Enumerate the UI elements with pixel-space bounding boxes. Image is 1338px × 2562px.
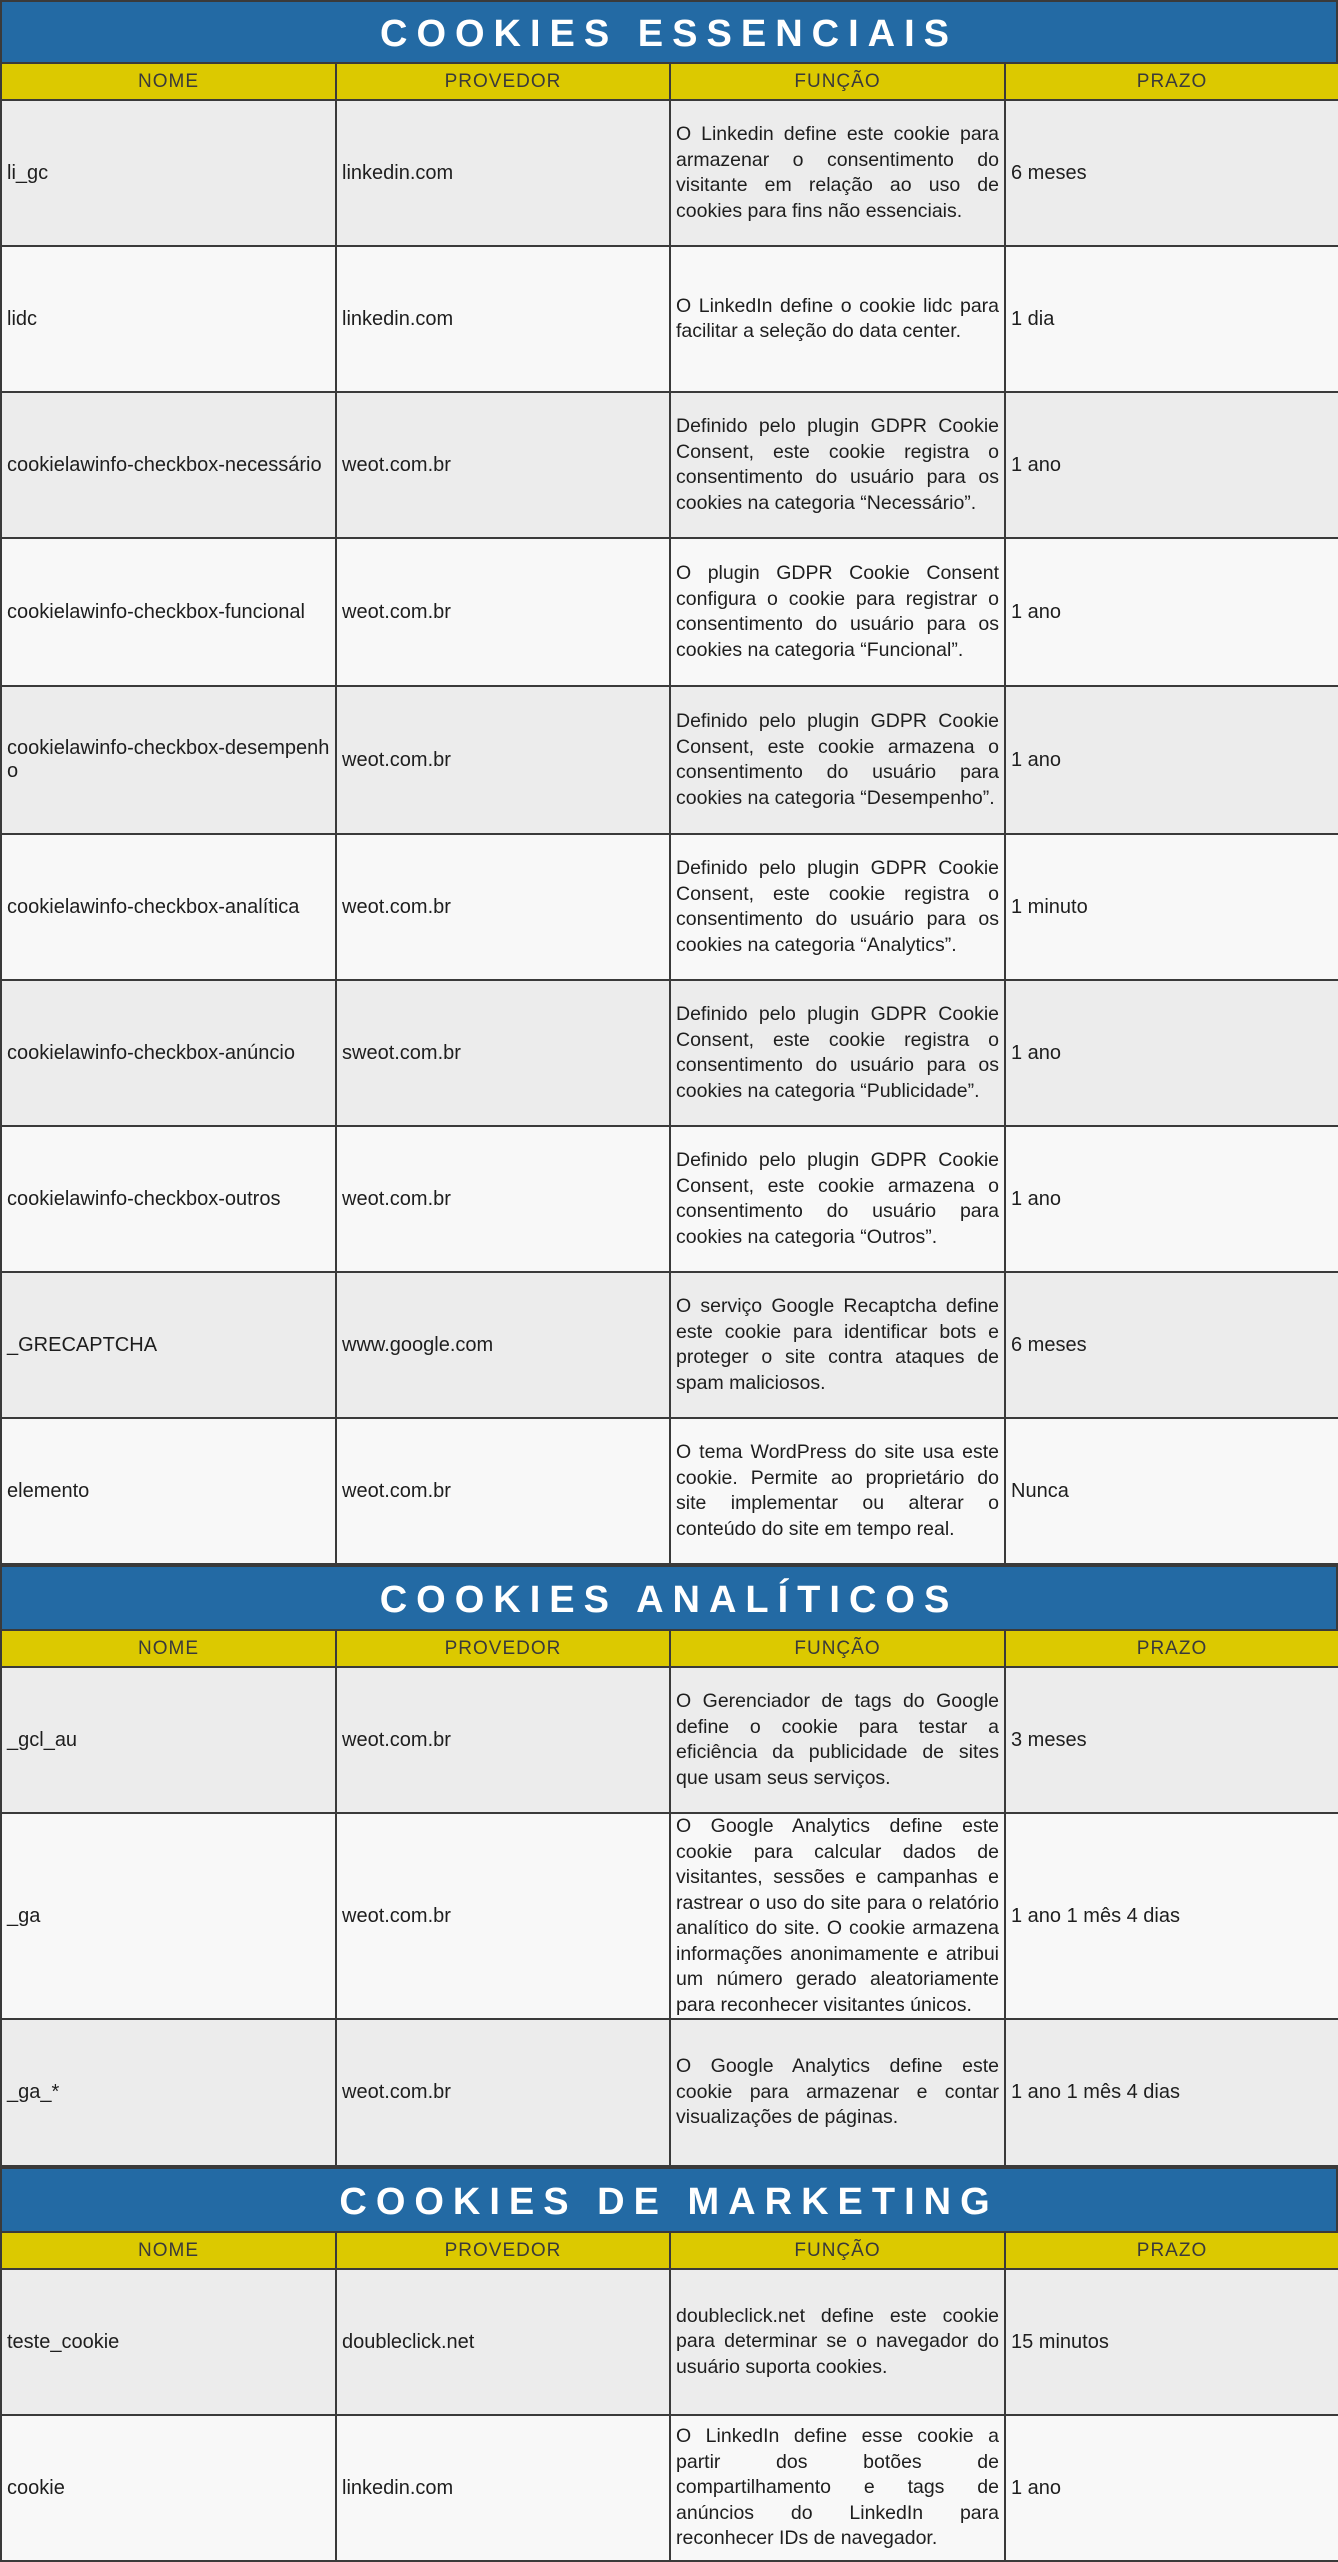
cookie-provider: weot.com.br xyxy=(336,834,670,980)
cookie-name: _ga xyxy=(1,1813,336,2019)
column-header-nome: NOME xyxy=(1,63,336,100)
column-header-provedor: PROVEDOR xyxy=(336,63,670,100)
cookie-provider: weot.com.br xyxy=(336,686,670,834)
cookie-duration: 3 meses xyxy=(1005,1667,1338,1813)
cookie-name: cookielawinfo-checkbox-funcional xyxy=(1,538,336,686)
cookie-duration: 1 ano 1 mês 4 dias xyxy=(1005,1813,1338,2019)
cookie-function: doubleclick.net define este cookie para determinar se o navegador do usuário suporta cookies. xyxy=(670,2269,1005,2415)
cookie-provider: sweot.com.br xyxy=(336,980,670,1126)
cookie-duration: 1 ano xyxy=(1005,686,1338,834)
cookie-duration: 1 ano xyxy=(1005,392,1338,538)
table-row xyxy=(1,2019,1338,2166)
cookie-provider: weot.com.br xyxy=(336,2019,670,2166)
cookie-name: teste_cookie xyxy=(1,2269,336,2415)
cookie-duration: 6 meses xyxy=(1005,100,1338,246)
cookie-function: O Gerenciador de tags do Google define o cookie para testar a eficiência da publicidade de sites que usam seus serviços. xyxy=(670,1667,1005,1813)
table-header-row xyxy=(1,2232,1338,2269)
cookie-function: O LinkedIn define esse cookie a partir dos botões de compartilhamento e tags de anúncios do LinkedIn para reconhecer IDs de navegador. xyxy=(670,2415,1005,2561)
cookie-provider: weot.com.br xyxy=(336,1667,670,1813)
cookie-provider: weot.com.br xyxy=(336,1418,670,1564)
column-header-provedor: PROVEDOR xyxy=(336,1630,670,1667)
table-row xyxy=(1,2269,1338,2415)
cookie-function: O Google Analytics define este cookie para armazenar e contar visualizações de páginas. xyxy=(670,2019,1005,2166)
cookie-provider: doubleclick.net xyxy=(336,2269,670,2415)
table-header-row xyxy=(1,63,1338,100)
cookie-name: _gcl_au xyxy=(1,1667,336,1813)
cookie-provider: weot.com.br xyxy=(336,538,670,686)
column-header-provedor: PROVEDOR xyxy=(336,2232,670,2269)
cookie-name: cookielawinfo-checkbox-necessário xyxy=(1,392,336,538)
section-title: COOKIES DE MARKETING xyxy=(0,2167,1338,2231)
column-header-nome: NOME xyxy=(1,2232,336,2269)
cookie-function: O Linkedin define este cookie para armazenar o consentimento do visitante em relação ao uso de cookies para fins não essenciais. xyxy=(670,100,1005,246)
cookie-function: Definido pelo plugin GDPR Cookie Consent, este cookie registra o consentimento do usuário para os cookies na categoria “Analytics”. xyxy=(670,834,1005,980)
table-row xyxy=(1,980,1338,1126)
table-row xyxy=(1,1126,1338,1272)
section-analiticos xyxy=(0,1565,1338,2167)
cookie-name: _ga_* xyxy=(1,2019,336,2166)
cookie-function: O Google Analytics define este cookie para calcular dados de visitantes, sessões e campanhas e rastrear o uso do site para o relatório analítico do site. O cookie armazena informações anonimamente e atribui um número gerado aleatoriamente para reconhecer visitantes únicos. xyxy=(670,1813,1005,2019)
table-row xyxy=(1,1418,1338,1564)
cookie-function: Definido pelo plugin GDPR Cookie Consent, este cookie registra o consentimento do usuário para os cookies na categoria “Necessário”. xyxy=(670,392,1005,538)
column-header-funcao: FUNÇÃO xyxy=(670,1630,1005,1667)
cookie-name: cookie xyxy=(1,2415,336,2561)
cookie-table xyxy=(0,2231,1338,2562)
cookie-name: cookielawinfo-checkbox-analítica xyxy=(1,834,336,980)
cookie-function: O plugin GDPR Cookie Consent configura o cookie para registrar o consentimento do usuário para os cookies na categoria “Funcional”. xyxy=(670,538,1005,686)
cookie-function: O tema WordPress do site usa este cookie. Permite ao proprietário do site implementar ou alterar o conteúdo do site em tempo real. xyxy=(670,1418,1005,1564)
cookie-duration: 1 minuto xyxy=(1005,834,1338,980)
column-header-prazo: PRAZO xyxy=(1005,63,1338,100)
cookie-duration: 1 ano xyxy=(1005,2415,1338,2561)
table-row xyxy=(1,2415,1338,2561)
cookie-provider: weot.com.br xyxy=(336,1126,670,1272)
table-header-row xyxy=(1,1630,1338,1667)
cookie-provider: weot.com.br xyxy=(336,392,670,538)
table-row xyxy=(1,100,1338,246)
cookie-duration: 1 ano xyxy=(1005,980,1338,1126)
table-row xyxy=(1,392,1338,538)
column-header-funcao: FUNÇÃO xyxy=(670,63,1005,100)
table-row xyxy=(1,538,1338,686)
column-header-nome: NOME xyxy=(1,1630,336,1667)
cookie-name: elemento xyxy=(1,1418,336,1564)
cookie-function: Definido pelo plugin GDPR Cookie Consent, este cookie registra o consentimento do usuário para os cookies na categoria “Publicidade”. xyxy=(670,980,1005,1126)
cookie-duration: 1 ano xyxy=(1005,1126,1338,1272)
cookie-function: Definido pelo plugin GDPR Cookie Consent, este cookie armazena o consentimento do usuário para cookies na categoria “Outros”. xyxy=(670,1126,1005,1272)
cookie-provider: linkedin.com xyxy=(336,246,670,392)
cookie-provider: weot.com.br xyxy=(336,1813,670,2019)
cookie-provider: linkedin.com xyxy=(336,100,670,246)
cookie-duration: 1 dia xyxy=(1005,246,1338,392)
table-row xyxy=(1,1813,1338,2019)
cookie-provider: linkedin.com xyxy=(336,2415,670,2561)
table-row xyxy=(1,1272,1338,1418)
cookie-table xyxy=(0,1629,1338,2167)
cookie-name: lidc xyxy=(1,246,336,392)
table-row xyxy=(1,1667,1338,1813)
cookie-name: _GRECAPTCHA xyxy=(1,1272,336,1418)
cookie-name: li_gc xyxy=(1,100,336,246)
column-header-prazo: PRAZO xyxy=(1005,2232,1338,2269)
column-header-prazo: PRAZO xyxy=(1005,1630,1338,1667)
cookie-table xyxy=(0,62,1338,1565)
cookie-duration: 6 meses xyxy=(1005,1272,1338,1418)
column-header-funcao: FUNÇÃO xyxy=(670,2232,1005,2269)
table-row xyxy=(1,686,1338,834)
cookie-duration: 1 ano 1 mês 4 dias xyxy=(1005,2019,1338,2166)
cookie-function: O LinkedIn define o cookie lidc para facilitar a seleção do data center. xyxy=(670,246,1005,392)
cookie-duration: Nunca xyxy=(1005,1418,1338,1564)
cookie-function: O serviço Google Recaptcha define este cookie para identificar bots e proteger o site contra ataques de spam maliciosos. xyxy=(670,1272,1005,1418)
cookie-duration: 15 minutos xyxy=(1005,2269,1338,2415)
section-marketing xyxy=(0,2167,1338,2562)
cookie-provider: www.google.com xyxy=(336,1272,670,1418)
cookie-name: cookielawinfo-checkbox-outros xyxy=(1,1126,336,1272)
section-title: COOKIES ESSENCIAIS xyxy=(0,0,1338,62)
cookie-function: Definido pelo plugin GDPR Cookie Consent, este cookie armazena o consentimento do usuário para cookies na categoria “Desempenho”. xyxy=(670,686,1005,834)
cookie-name: cookielawinfo-checkbox-desempenho xyxy=(1,686,336,834)
section-title: COOKIES ANALÍTICOS xyxy=(0,1565,1338,1629)
table-row xyxy=(1,834,1338,980)
cookie-name: cookielawinfo-checkbox-anúncio xyxy=(1,980,336,1126)
cookie-duration: 1 ano xyxy=(1005,538,1338,686)
table-row xyxy=(1,246,1338,392)
